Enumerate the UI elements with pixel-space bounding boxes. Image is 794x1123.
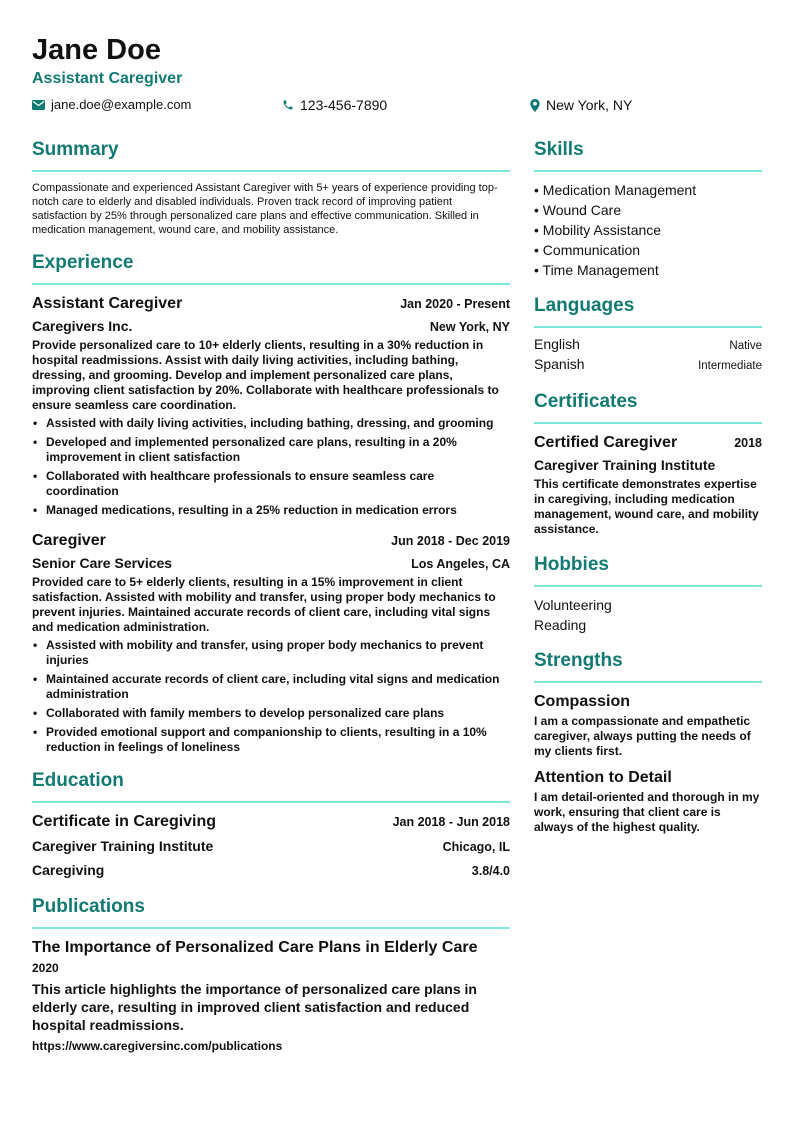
publications-section	[32, 895, 510, 1055]
education-section	[32, 769, 510, 881]
languages-section	[534, 294, 762, 372]
certificates-section	[534, 390, 762, 537]
job-title: Assistant Caregiver	[32, 295, 183, 312]
candidate-name: Jane Doe	[32, 34, 161, 66]
summary-heading: Summary	[32, 139, 119, 160]
education-degree: Certificate in Caregiving	[32, 813, 217, 830]
list-item: • Communication	[534, 242, 641, 258]
list-item: • Mobility Assistance	[534, 222, 662, 238]
publication-year: 2020	[32, 961, 59, 975]
job-description: Provide personalized care to 10+ elderly clients, resulting in a 30% reduction in hospital readmissions. Assist with daily living activities, including bathing, dressing, and grooming. Develop and implement personalized care plans, improving client satisfaction by 20%. Collaborate with healthcare professionals to ensure seamless care coordination.	[32, 338, 499, 412]
list-item: • Assisted with daily living activities, including bathing, dressing, and grooming	[32, 416, 510, 431]
education-gpa: 3.8/4.0	[471, 864, 510, 878]
education-institution: Caregiver Training Institute	[32, 838, 214, 854]
candidate-title: Assistant Caregiver	[32, 70, 183, 87]
list-item: • Collaborated with family members to develop personalized care plans	[32, 706, 510, 721]
experience-heading: Experience	[32, 252, 134, 273]
summary-section	[32, 138, 510, 237]
language-level: Intermediate	[698, 360, 762, 372]
job-title: Caregiver	[32, 532, 106, 549]
publication-title: The Importance of Personalized Care Plans in Elderly Care	[32, 939, 478, 956]
section-divider	[32, 170, 510, 172]
education-heading: Education	[32, 770, 124, 791]
job-company: Senior Care Services	[32, 555, 173, 571]
phone-text: 123-456-7890	[300, 97, 388, 113]
section-divider	[534, 585, 762, 587]
certificate-year: 2018	[734, 436, 762, 450]
job-description: Provided care to 5+ elderly clients, resulting in a 15% improvement in client satisfaction. Assisted with mobility and transfer, using proper body mechanics to prevent injuries. Maintained accurate records of client care, including vital signs and medication administration.	[32, 575, 496, 634]
certificate-institution: Caregiver Training Institute	[534, 457, 716, 473]
strength-title: Attention to Detail	[534, 769, 672, 786]
experience-section	[32, 251, 510, 755]
list-item: Reading	[534, 617, 587, 633]
section-divider	[32, 283, 510, 285]
list-item: • Maintained accurate records of client care, including vital signs and medication administration	[32, 672, 510, 702]
certificates-heading: Certificates	[534, 391, 638, 412]
contact-location	[530, 97, 632, 113]
list-item: • Medication Management	[534, 182, 697, 198]
language-level: Native	[729, 340, 762, 352]
certificate-name: Certified Caregiver	[534, 434, 678, 451]
section-divider	[534, 681, 762, 683]
job-location: Los Angeles, CA	[411, 557, 510, 571]
strength-description: I am detail-oriented and thorough in my work, ensuring that client care is always of the highest quality.	[534, 790, 760, 834]
left-column	[32, 138, 510, 1055]
job-company: Caregivers Inc.	[32, 318, 133, 334]
map-pin-icon	[530, 99, 540, 112]
list-item: • Developed and implemented personalized care plans, resulting in a 20% improvement in client satisfaction	[32, 435, 510, 465]
job-entry	[32, 531, 510, 755]
strengths-section	[534, 649, 762, 835]
job-dates: Jan 2020 - Present	[400, 297, 510, 311]
resume-header	[32, 32, 762, 119]
certificate-description: This certificate demonstrates expertise in caregiving, including medication management, wound care, and mobility assistance.	[534, 477, 759, 536]
strength-description: I am a compassionate and empathetic caregiver, always putting the needs of my clients first.	[534, 714, 751, 758]
language-name: Spanish	[534, 356, 585, 372]
hobbies-heading: Hobbies	[534, 554, 609, 575]
contact-bar	[32, 97, 762, 119]
hobbies-section	[534, 553, 762, 635]
job-entry	[32, 294, 510, 518]
envelope-icon	[32, 100, 45, 110]
skills-list	[534, 180, 762, 280]
strengths-heading: Strengths	[534, 650, 623, 671]
education-dates: Jan 2018 - Jun 2018	[392, 815, 510, 829]
section-divider	[534, 422, 762, 424]
right-column	[534, 138, 762, 835]
skills-section	[534, 138, 762, 280]
education-field: Caregiving	[32, 862, 105, 878]
hobbies-list	[534, 595, 762, 635]
job-dates: Jun 2018 - Dec 2019	[391, 534, 510, 548]
email-text: jane.doe@example.com	[51, 97, 192, 112]
location-text: New York, NY	[546, 97, 633, 113]
phone-icon	[282, 99, 294, 111]
job-bullets	[32, 638, 510, 755]
list-item: • Wound Care	[534, 202, 622, 218]
list-item: • Managed medications, resulting in a 25% reduction in medication errors	[32, 503, 510, 518]
section-divider	[534, 326, 762, 328]
strength-title: Compassion	[534, 693, 631, 710]
summary-text: Compassionate and experienced Assistant Caregiver with 5+ years of experience providing top-notch care to elderly and disabled individuals. Proven track record of improving patient satisfaction by 25% through personalized care plans and effective communication. Skilled in medication management, wound care, and mobility assistance.	[32, 182, 498, 236]
language-row	[534, 337, 762, 352]
languages-heading: Languages	[534, 295, 635, 316]
skills-heading: Skills	[534, 139, 584, 160]
job-location: New York, NY	[429, 320, 510, 334]
publications-heading: Publications	[32, 896, 145, 917]
job-bullets	[32, 416, 510, 518]
list-item: • Provided emotional support and companionship to clients, resulting in a 10% reduction in feelings of loneliness	[32, 725, 510, 755]
section-divider	[32, 801, 510, 803]
contact-phone[interactable]	[282, 97, 387, 113]
publication-link[interactable]: https://www.caregiversinc.com/publications	[32, 1039, 283, 1053]
contact-email[interactable]	[32, 97, 191, 112]
list-item: • Assisted with mobility and transfer, using proper body mechanics to prevent injuries	[32, 638, 510, 668]
section-divider	[32, 927, 510, 929]
list-item: • Collaborated with healthcare professionals to ensure seamless care coordination	[32, 469, 510, 499]
language-row	[534, 357, 762, 372]
language-name: English	[534, 336, 580, 352]
section-divider	[534, 170, 762, 172]
publication-description: This article highlights the importance of personalized care plans in elderly care, resulting in improved client satisfaction and reduced hospital readmissions.	[32, 981, 477, 1033]
list-item: Volunteering	[534, 597, 612, 613]
list-item: • Time Management	[534, 262, 659, 278]
education-location: Chicago, IL	[442, 840, 510, 854]
